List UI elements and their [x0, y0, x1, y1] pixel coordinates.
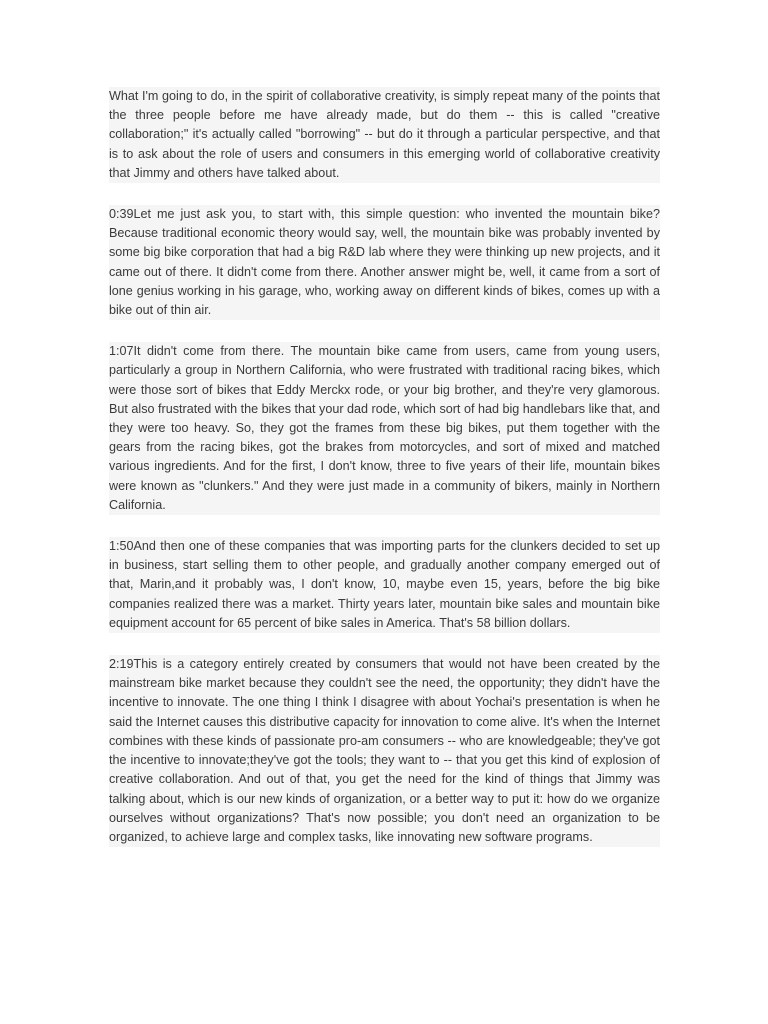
paragraph-gap — [109, 183, 660, 205]
paragraph-0-39: 0:39Let me just ask you, to start with, this simple question: who invented the mountain bike? Because traditional economic theory would say, well, the mountain bike was probably invented by some big bike corporation that had a big R&D lab where they were thinking up new projects, and it came out of there. It didn't come from there. Another answer might be, well, it came from a sort of lone genius working in his garage, who, working away on different kinds of bikes, comes up with a bike out of thin air. — [109, 205, 660, 320]
paragraph-gap — [109, 320, 660, 342]
paragraph-1-07: 1:07It didn't come from there. The mountain bike came from users, came from young users, particularly a group in Northern California, who were frustrated with traditional racing bikes, which were those sort of bikes that Eddy Merckx rode, or your big brother, and they're very glamorous. But also frustrated with the bikes that your dad rode, which sort of had big handlebars like that, and they were too heavy. So, they got the frames from these big bikes, put them together with the gears from the racing bikes, got the brakes from motorcycles, and sort of mixed and matched various ingredients. And for the first, I don't know, three to five years of their life, mountain bikes were known as "clunkers." And they were just made in a community of bikers, mainly in Northern California. — [109, 342, 660, 515]
transcript-body — [109, 87, 660, 847]
paragraph-gap — [109, 633, 660, 655]
paragraph-1-50: 1:50And then one of these companies that was importing parts for the clunkers decided to set up in business, start selling them to other people, and gradually another company emerged out of that, Marin,and it probably was, I don't know, 10, maybe even 15, years, before the big bike companies realized there was a market. Thirty years later, mountain bike sales and mountain bike equipment account for 65 percent of bike sales in America. That's 58 billion dollars. — [109, 537, 660, 633]
paragraph-gap — [109, 515, 660, 537]
paragraph-intro: What I'm going to do, in the spirit of collaborative creativity, is simply repeat many of the points that the three people before me have already made, but do them -- this is called "creative collaboration;" it's actually called "borrowing" -- but do it through a particular perspective, and that is to ask about the role of users and consumers in this emerging world of collaborative creativity that Jimmy and others have talked about. — [109, 87, 660, 183]
paragraph-2-19: 2:19This is a category entirely created by consumers that would not have been created by the mainstream bike market because they couldn't see the need, the opportunity; they didn't have the incentive to innovate. The one thing I think I disagree with about Yochai's presentation is when he said the Internet causes this distributive capacity for innovation to come alive. It's when the Internet combines with these kinds of passionate pro-am consumers -- who are knowledgeable; they've got the incentive to innovate;they've got the tools; they want to -- that you get this kind of explosion of creative collaboration. And out of that, you get the need for the kind of things that Jimmy was talking about, which is our new kinds of organization, or a better way to put it: how do we organize ourselves without organizations? That's now possible; you don't need an organization to be organized, to achieve large and complex tasks, like innovating new software programs. — [109, 655, 660, 847]
